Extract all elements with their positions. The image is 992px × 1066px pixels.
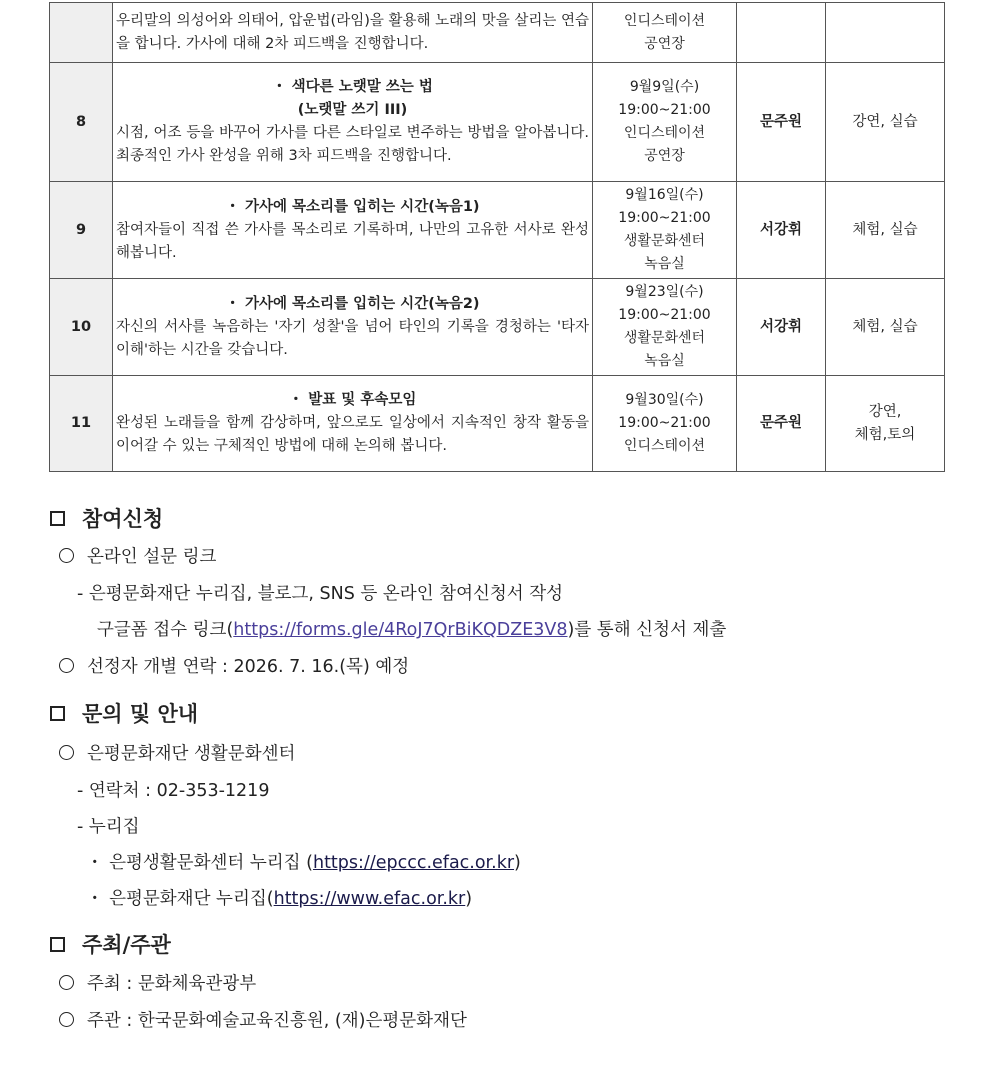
schedule-table: [49, 2, 945, 472]
session-lecturer: 서강휘: [737, 182, 826, 279]
session-title: ・ 가사에 목소리를 입히는 시간(녹음2): [225, 295, 480, 312]
session-title: ・ 색다른 노랫말 쓰는 법: [272, 79, 433, 95]
date-place-line: 19:00~21:00: [618, 210, 711, 226]
host-item-sponsor: 주최 : 문화체육관광부: [59, 970, 256, 995]
inquiry-homepage: - 누리집: [77, 817, 140, 837]
session-method: 강연, 체험,토의: [826, 376, 945, 472]
section-host-heading: 주최/주관: [50, 929, 171, 959]
session-date-place: [593, 279, 737, 376]
session-method: 강연, 실습: [826, 63, 945, 182]
session-number: 11: [50, 376, 113, 472]
session-lecturer: 문주원: [737, 63, 826, 182]
google-form-link[interactable]: https://forms.gle/4RoJ7QrBiKQDZE3V8: [233, 620, 568, 640]
session-content: [113, 182, 593, 279]
session-number: [50, 3, 113, 63]
date-place-line: 9월23일(수): [625, 284, 704, 300]
session-number: 10: [50, 279, 113, 376]
inquiry-site-epccc: ・ 은평생활문화센터 누리집 (https://epccc.efac.or.kr): [86, 853, 521, 873]
session-title: ・ 발표 및 후속모임: [288, 392, 417, 408]
session-description: 시점, 어조 등을 바꾸어 가사를 다른 스타일로 변주하는 방법을 알아봅니다. 최종적인 가사 완성을 위해 3차 피드백을 진행합니다.: [116, 125, 589, 164]
apply-sub-google-form: 구글폼 접수 링크(https://forms.gle/4RoJ7QrBiKQDZE3V8)를 통해 신청서 제출: [97, 620, 727, 640]
date-place-line: 9월16일(수): [625, 187, 704, 203]
circle-bullet-icon: [59, 745, 74, 760]
section-apply-heading: 참여신청: [50, 503, 163, 533]
session-lecturer: 문주원: [737, 376, 826, 472]
session-number: 8: [50, 63, 113, 182]
session-date-place: [593, 376, 737, 472]
apply-item-notify: 선정자 개별 연락 : 2026. 7. 16.(목) 예정: [59, 653, 409, 678]
session-method: [826, 3, 945, 63]
session-date-place: [593, 3, 737, 63]
date-place-line: 인디스테이션: [623, 12, 706, 29]
session-content: [113, 279, 593, 376]
apply-item-online-survey: 온라인 설문 링크: [59, 543, 216, 568]
date-place-line: 생활문화센터: [623, 330, 706, 346]
epccc-link[interactable]: https://epccc.efac.or.kr: [312, 853, 515, 873]
date-place-line: 인디스테이션: [623, 438, 706, 454]
circle-bullet-icon: [59, 548, 74, 563]
circle-bullet-icon: [59, 658, 74, 673]
session-description: 완성된 노래들을 함께 감상하며, 앞으로도 일상에서 지속적인 창작 활동을 이어갈 수 있는 구체적인 방법에 대해 논의해 봅니다.: [116, 415, 589, 454]
session-date-place: [593, 182, 737, 279]
date-place-line: 9월30일(수): [625, 392, 704, 408]
session-method: 체험, 실습: [826, 182, 945, 279]
checkbox-square-icon: [50, 511, 65, 526]
inquiry-contact: - 연락처 : 02-353-1219: [77, 781, 270, 801]
session-title: ・ 가사에 목소리를 입히는 시간(녹음1): [225, 198, 480, 215]
date-place-line: 인디스테이션: [623, 125, 706, 141]
date-place-line: 19:00~21:00: [618, 307, 711, 323]
session-date-place: [593, 63, 737, 182]
session-subtitle: (노랫말 쓰기 III): [297, 102, 408, 118]
inquiry-item-center: 은평문화재단 생활문화센터: [59, 740, 295, 765]
date-place-line: 공연장: [644, 35, 685, 52]
inquiry-site-efac: ・ 은평문화재단 누리집(https://www.efac.or.kr): [86, 889, 473, 909]
host-item-organizer: 주관 : 한국문화예술교육진흥원, (재)은평문화재단: [59, 1007, 467, 1032]
session-content: [113, 3, 593, 63]
session-lecturer: 서강휘: [737, 279, 826, 376]
checkbox-square-icon: [50, 937, 65, 952]
circle-bullet-icon: [59, 1012, 74, 1027]
checkbox-square-icon: [50, 706, 65, 721]
session-lecturer: [737, 3, 826, 63]
date-place-line: 공연장: [644, 148, 685, 164]
date-place-line: 생활문화센터: [623, 233, 706, 249]
session-method: 체험, 실습: [826, 279, 945, 376]
session-content: [113, 63, 593, 182]
date-place-line: 녹음실: [644, 256, 685, 272]
efac-link[interactable]: https://www.efac.or.kr: [273, 889, 466, 909]
session-description: 자신의 서사를 녹음하는 '자기 성찰'을 넘어 타인의 기록을 경청하는 '타자 이해'하는 시간을 갖습니다.: [116, 318, 589, 358]
circle-bullet-icon: [59, 975, 74, 990]
apply-sub-online-form: - 은평문화재단 누리집, 블로그, SNS 등 온라인 참여신청서 작성: [77, 584, 564, 604]
date-place-line: 녹음실: [644, 353, 685, 369]
schedule-row: [50, 63, 945, 182]
session-description: 참여자들이 직접 쓴 가사를 목소리로 기록하며, 나만의 고유한 서사로 완성해봅니다.: [116, 221, 589, 261]
schedule-row: [50, 279, 945, 376]
date-place-line: 19:00~21:00: [618, 102, 711, 118]
session-description: 우리말의 의성어와 의태어, 압운법(라임)을 활용해 노래의 맛을 살리는 연습을 합니다. 가사에 대해 2차 피드백을 진행합니다.: [116, 12, 590, 52]
date-place-line: 9월9일(수): [629, 79, 700, 95]
schedule-row: [50, 3, 945, 63]
section-inquiry-heading: 문의 및 안내: [50, 698, 198, 728]
schedule-row: [50, 376, 945, 472]
schedule-row: [50, 182, 945, 279]
date-place-line: 19:00~21:00: [618, 415, 711, 431]
session-number: 9: [50, 182, 113, 279]
session-content: [113, 376, 593, 472]
